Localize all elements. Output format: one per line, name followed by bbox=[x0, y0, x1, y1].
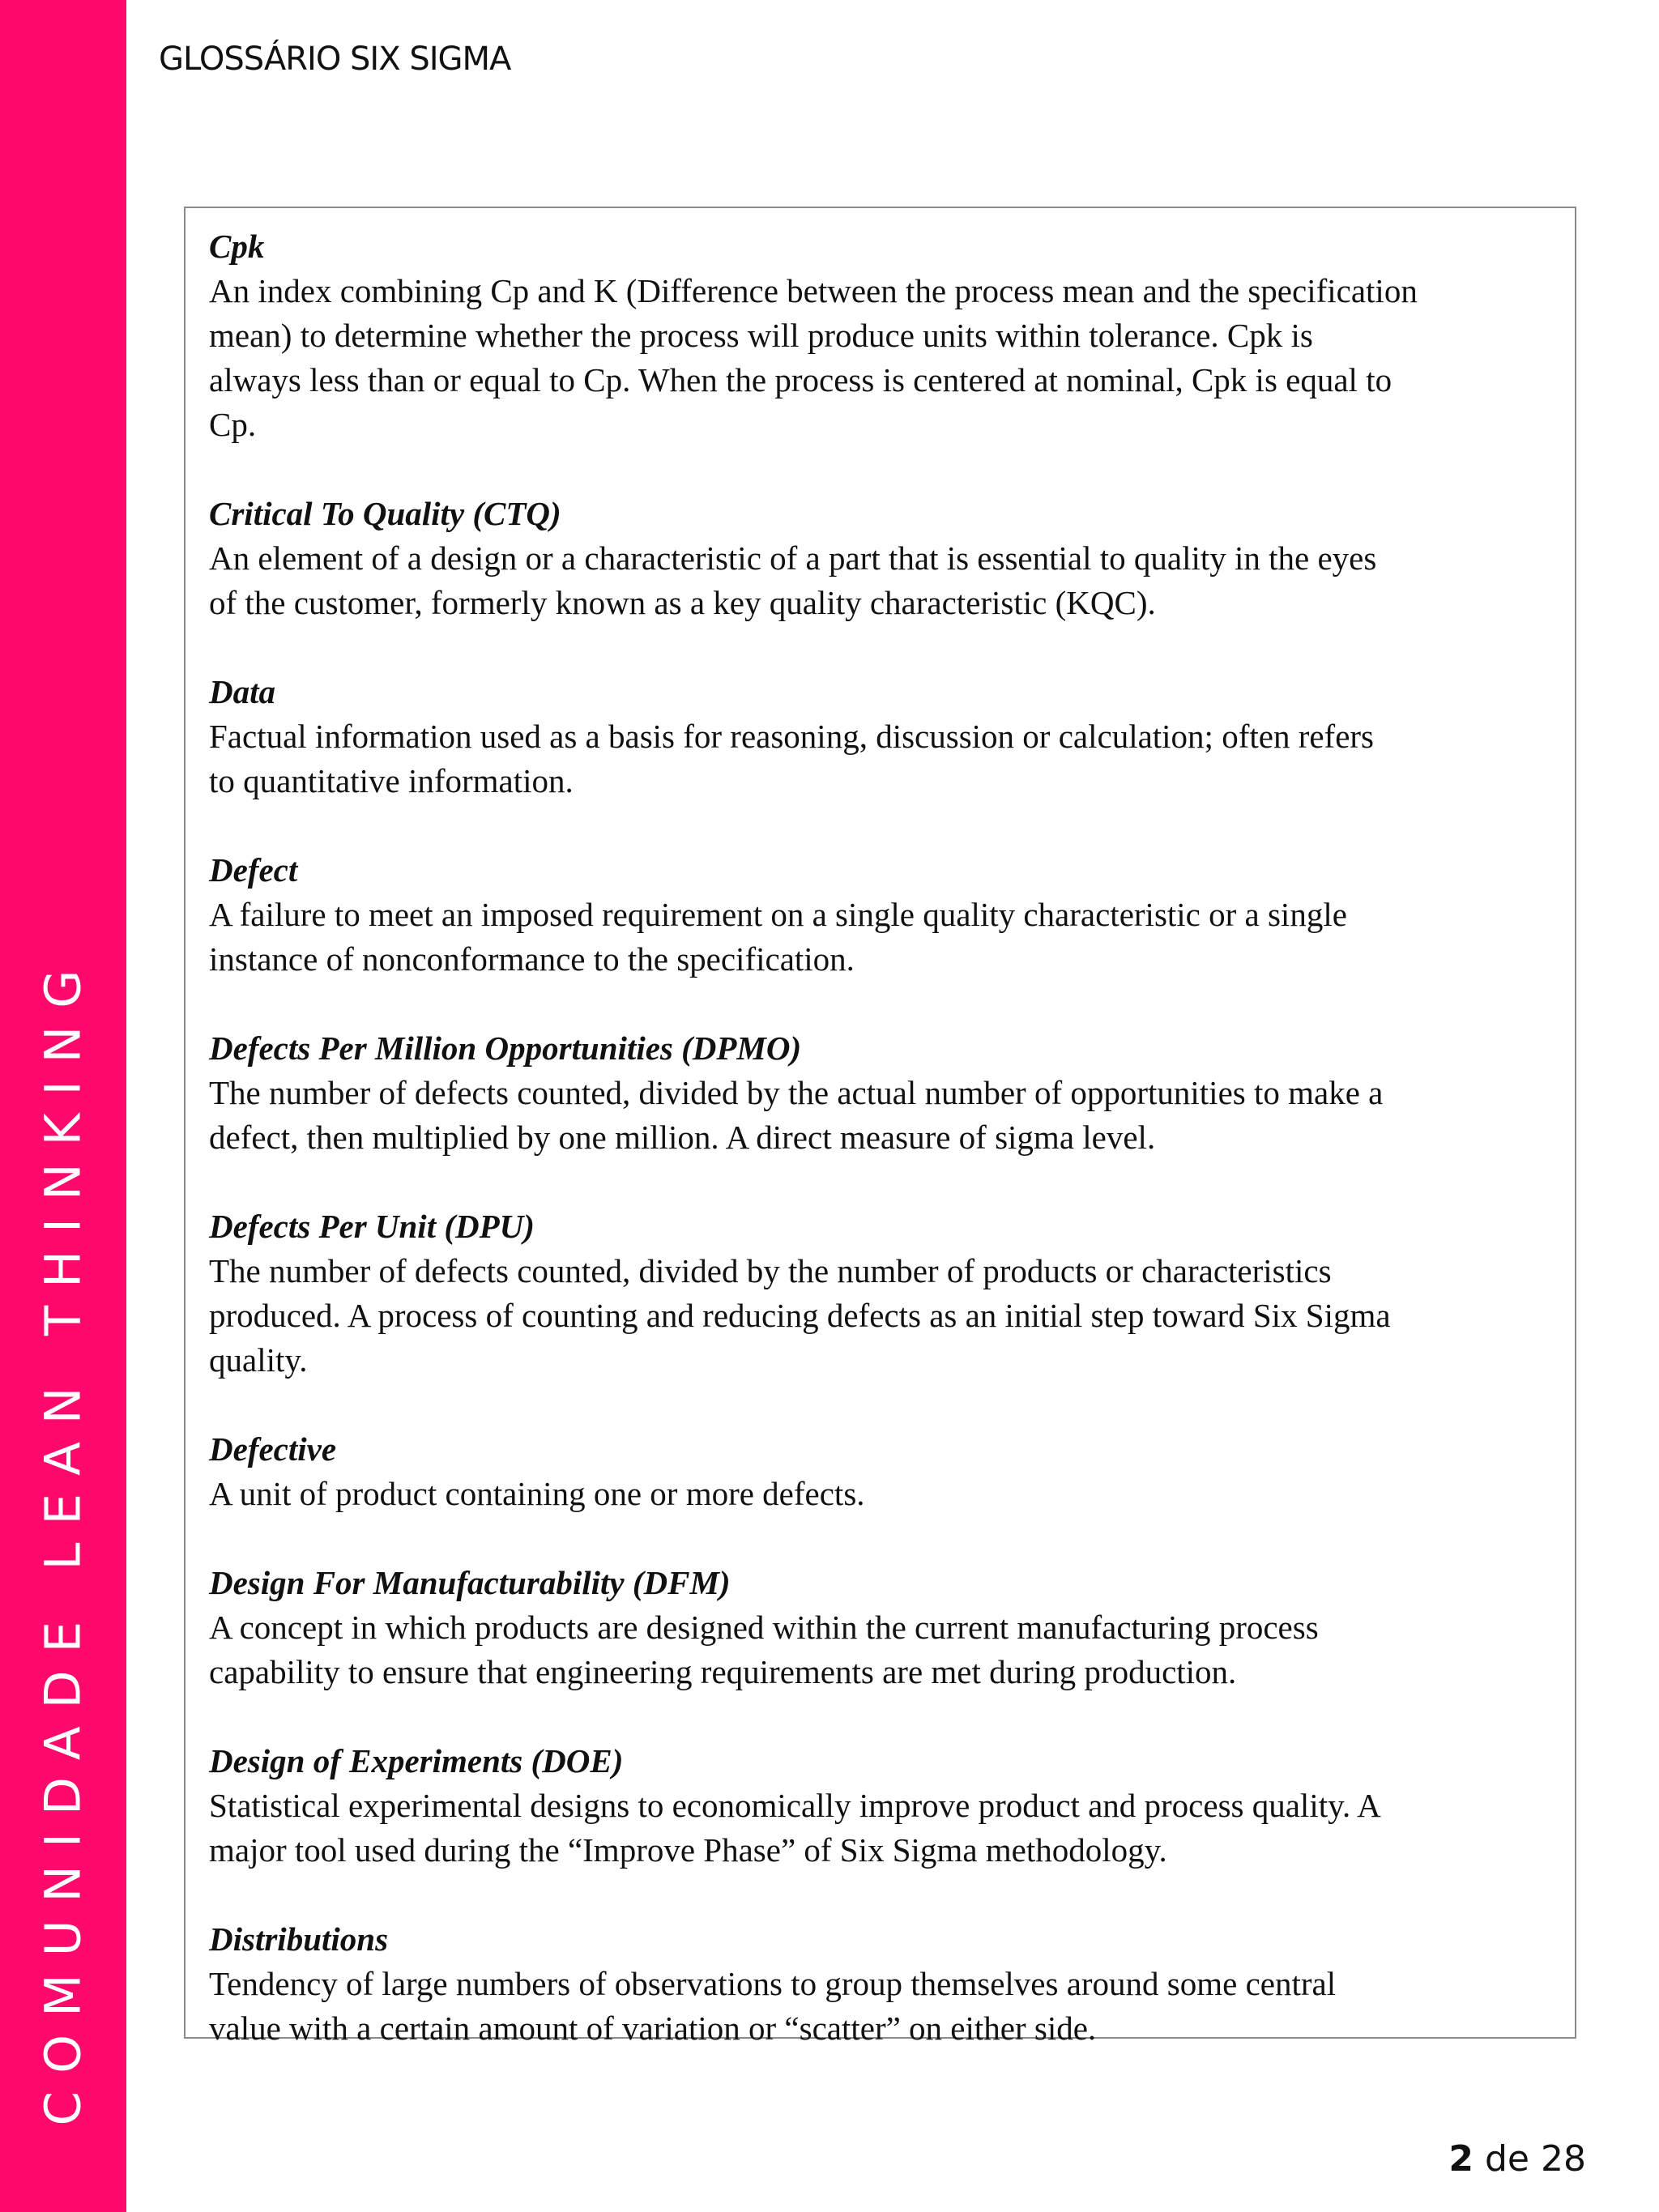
glossary-term: Data bbox=[209, 673, 275, 710]
glossary-definition: An index combining Cp and K (Difference between the process mean and the specification mean) to determine whether the process will produce units within tolerance. Cpk is always less than or equal to Cp. When the process is centered at nominal, Cpk is equal to Cp. bbox=[209, 272, 1418, 443]
glossary-definition: The number of defects counted, divided by the number of products or characteristics produced. A process of counting and reducing defects as an initial step toward Six Sigma quality. bbox=[209, 1252, 1391, 1379]
glossary-entry-cpk bbox=[209, 224, 1557, 447]
glossary-definition: An element of a design or a characteristic of a part that is essential to quality in the eyes of the customer, formerly known as a key quality characteristic (KQC). bbox=[209, 539, 1377, 621]
glossary-entry-defect bbox=[209, 848, 1557, 982]
glossary-term: Cpk bbox=[209, 228, 265, 265]
glossary-entry-dpu bbox=[209, 1204, 1557, 1383]
glossary-term: Critical To Quality (CTQ) bbox=[209, 495, 561, 532]
glossary-definition: A failure to meet an imposed requirement on a single quality characteristic or a single instance of nonconformance to the specification. bbox=[209, 896, 1347, 978]
glossary-box bbox=[184, 207, 1576, 2047]
current-page-number: 2 bbox=[1448, 2138, 1473, 2180]
glossary-definition: A concept in which products are designed within the current manufacturing process capability to ensure that engineering requirements are met during production. bbox=[209, 1609, 1319, 1690]
glossary-term: Distributions bbox=[209, 1920, 389, 1958]
glossary-entry-dfm bbox=[209, 1561, 1557, 1694]
glossary-term: Defects Per Million Opportunities (DPMO) bbox=[209, 1029, 802, 1067]
glossary-term: Defects Per Unit (DPU) bbox=[209, 1208, 535, 1245]
glossary-entry-ctq bbox=[209, 492, 1557, 625]
glossary-definition: Statistical experimental designs to economically improve product and process quality. A major tool used during the “Improve Phase” of Six Sigma methodology. bbox=[209, 1787, 1381, 1869]
glossary-term: Design of Experiments (DOE) bbox=[209, 1742, 624, 1779]
glossary-entry-doe bbox=[209, 1739, 1557, 1873]
glossary-entry-defective bbox=[209, 1427, 1557, 1516]
glossary-entry-data bbox=[209, 670, 1557, 803]
total-pages: 28 bbox=[1541, 2138, 1586, 2180]
glossary-definition: The number of defects counted, divided by the actual number of opportunities to make a defect, then multiplied by one million. A direct measure of sigma level. bbox=[209, 1074, 1384, 1156]
sidebar-label: COMUNIDADE LEAN THINKING bbox=[34, 952, 92, 2126]
glossary-definition: Factual information used as a basis for reasoning, discussion or calculation; often refers to quantitative information. bbox=[209, 718, 1375, 799]
glossary-definition: Tendency of large numbers of observations to group themselves around some central value with a certain amount of variation or “scatter” on either side. bbox=[209, 1965, 1337, 2047]
glossary-entry-distributions bbox=[209, 1917, 1557, 2051]
glossary-term: Defective bbox=[209, 1430, 337, 1468]
page-indicator bbox=[1448, 2138, 1586, 2180]
glossary-definition: A unit of product containing one or more defects. bbox=[209, 1475, 865, 1512]
glossary-term: Defect bbox=[209, 851, 298, 889]
glossary-entry-dpmo bbox=[209, 1026, 1557, 1160]
page-separator: de bbox=[1485, 2138, 1529, 2180]
document-title: GLOSSÁRIO SIX SIGMA bbox=[159, 40, 511, 78]
glossary-term: Design For Manufacturability (DFM) bbox=[209, 1564, 731, 1601]
sidebar-band bbox=[0, 0, 126, 2212]
